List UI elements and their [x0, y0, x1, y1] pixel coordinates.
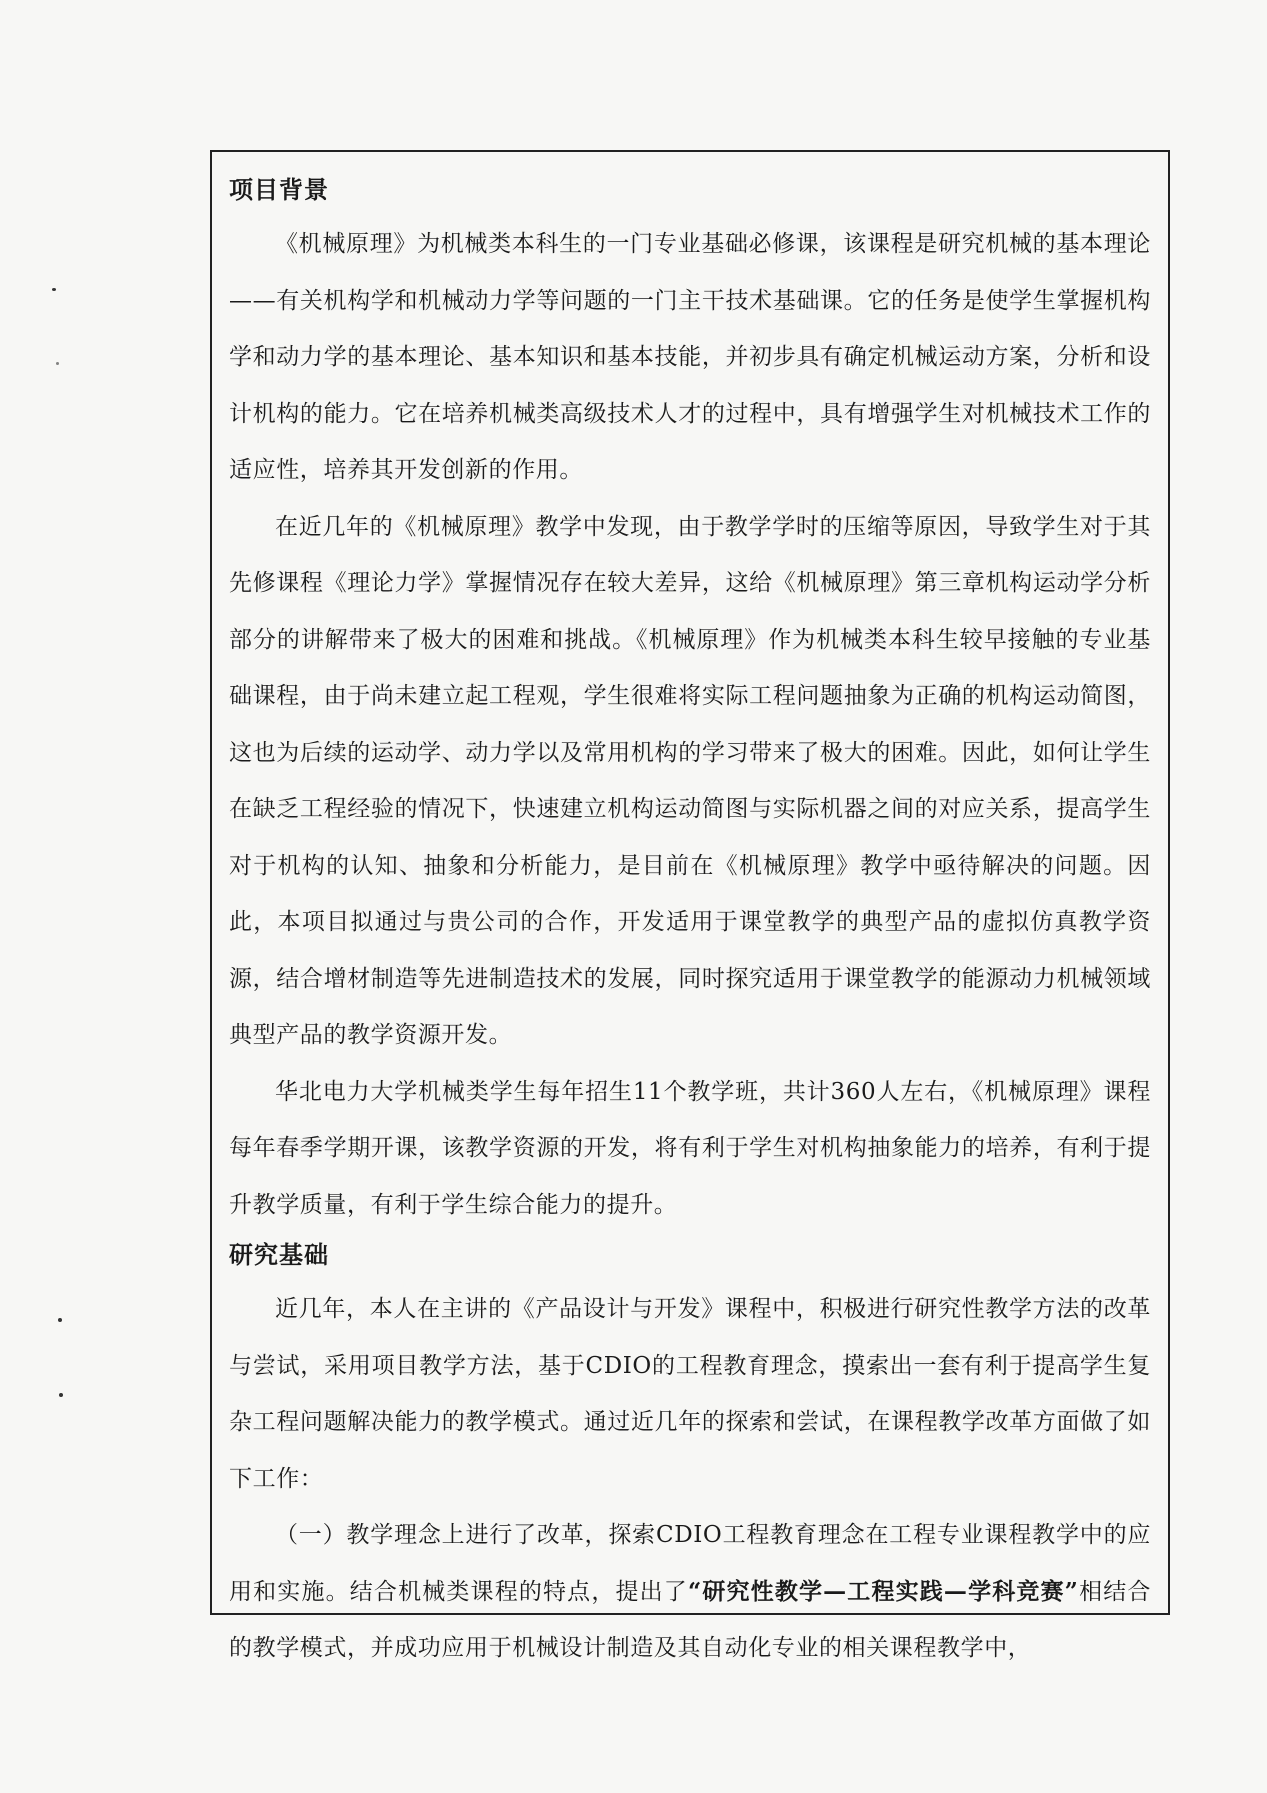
teaching-mode-emphasis: “研究性教学—工程实践—学科竞赛” — [687, 1577, 1079, 1605]
scan-speck — [56, 362, 59, 365]
scan-speck — [58, 1318, 62, 1322]
section-title-background: 项目背景 — [229, 175, 329, 204]
foundation-paragraph-2-after: 相结合的教学模式，并成功应用于机械设计制造及其自动化专业的相关课程教学中， — [229, 1578, 1151, 1661]
scan-speck — [59, 1393, 63, 1397]
foundation-paragraph-2 — [229, 1507, 1151, 1677]
background-paragraph-1: 《机械原理》为机械类本科生的一门专业基础必修课，该课程是研究机械的基本理论——有关机构学和机械动力学等问题的一门主干技术基础课。它的任务是使学生掌握机构学和动力学的基本理论、基本知识和基本技能，并初步具有确定机械运动方案，分析和设计机构的能力。它在培养机械类高级技术人才的过程中，具有增强学生对机械技术工作的适应性，培养其开发创新的作用。 — [229, 231, 1151, 483]
background-paragraph-2: 在近几年的《机械原理》教学中发现，由于教学学时的压缩等原因，导致学生对于其先修课程《理论力学》掌握情况存在较大差异，这给《机械原理》第三章机构运动学分析部分的讲解带来了极大的困难和挑战。《机械原理》作为机械类本科生较早接触的专业基础课程，由于尚未建立起工程观，学生很难将实际工程问题抽象为正确的机构运动简图，这也为后续的运动学、动力学以及常用机构的学习带来了极大的困难。因此，如何让学生在缺乏工程经验的情况下，快速建立机构运动简图与实际机器之间的对应关系，提高学生对于机构的认知、抽象和分析能力，是目前在《机械原理》教学中亟待解决的问题。因此，本项目拟通过与贵公司的合作，开发适用于课堂教学的典型产品的虚拟仿真教学资源，结合增材制造等先进制造技术的发展，同时探究适用于课堂教学的能源动力机械领域典型产品的教学资源开发。 — [229, 513, 1151, 1048]
content-frame — [210, 150, 1170, 1661]
foundation-paragraph-2-before: （一）教学理念上进行了改革，探索CDIO工程教育理念在工程专业课程教学中的应用和实施。结合机械类课程的特点，提出了 — [229, 1522, 1151, 1605]
section-title-foundation: 研究基础 — [229, 1240, 329, 1269]
background-paragraph-3: 华北电力大学机械类学生每年招生11个教学班，共计360人左右，《机械原理》课程每年春季学期开课，该教学资源的开发，将有利于学生对机构抽象能力的培养，有利于提升教学质量，有利于学生综合能力的提升。 — [229, 1078, 1151, 1218]
scan-speck — [52, 288, 56, 291]
foundation-paragraph-1: 近几年，本人在主讲的《产品设计与开发》课程中，积极进行研究性教学方法的改革与尝试，采用项目教学方法，基于CDIO的工程教育理念，摸索出一套有利于提高学生复杂工程问题解决能力的教学模式。通过近几年的探索和尝试，在课程教学改革方面做了如下工作： — [229, 1296, 1151, 1492]
